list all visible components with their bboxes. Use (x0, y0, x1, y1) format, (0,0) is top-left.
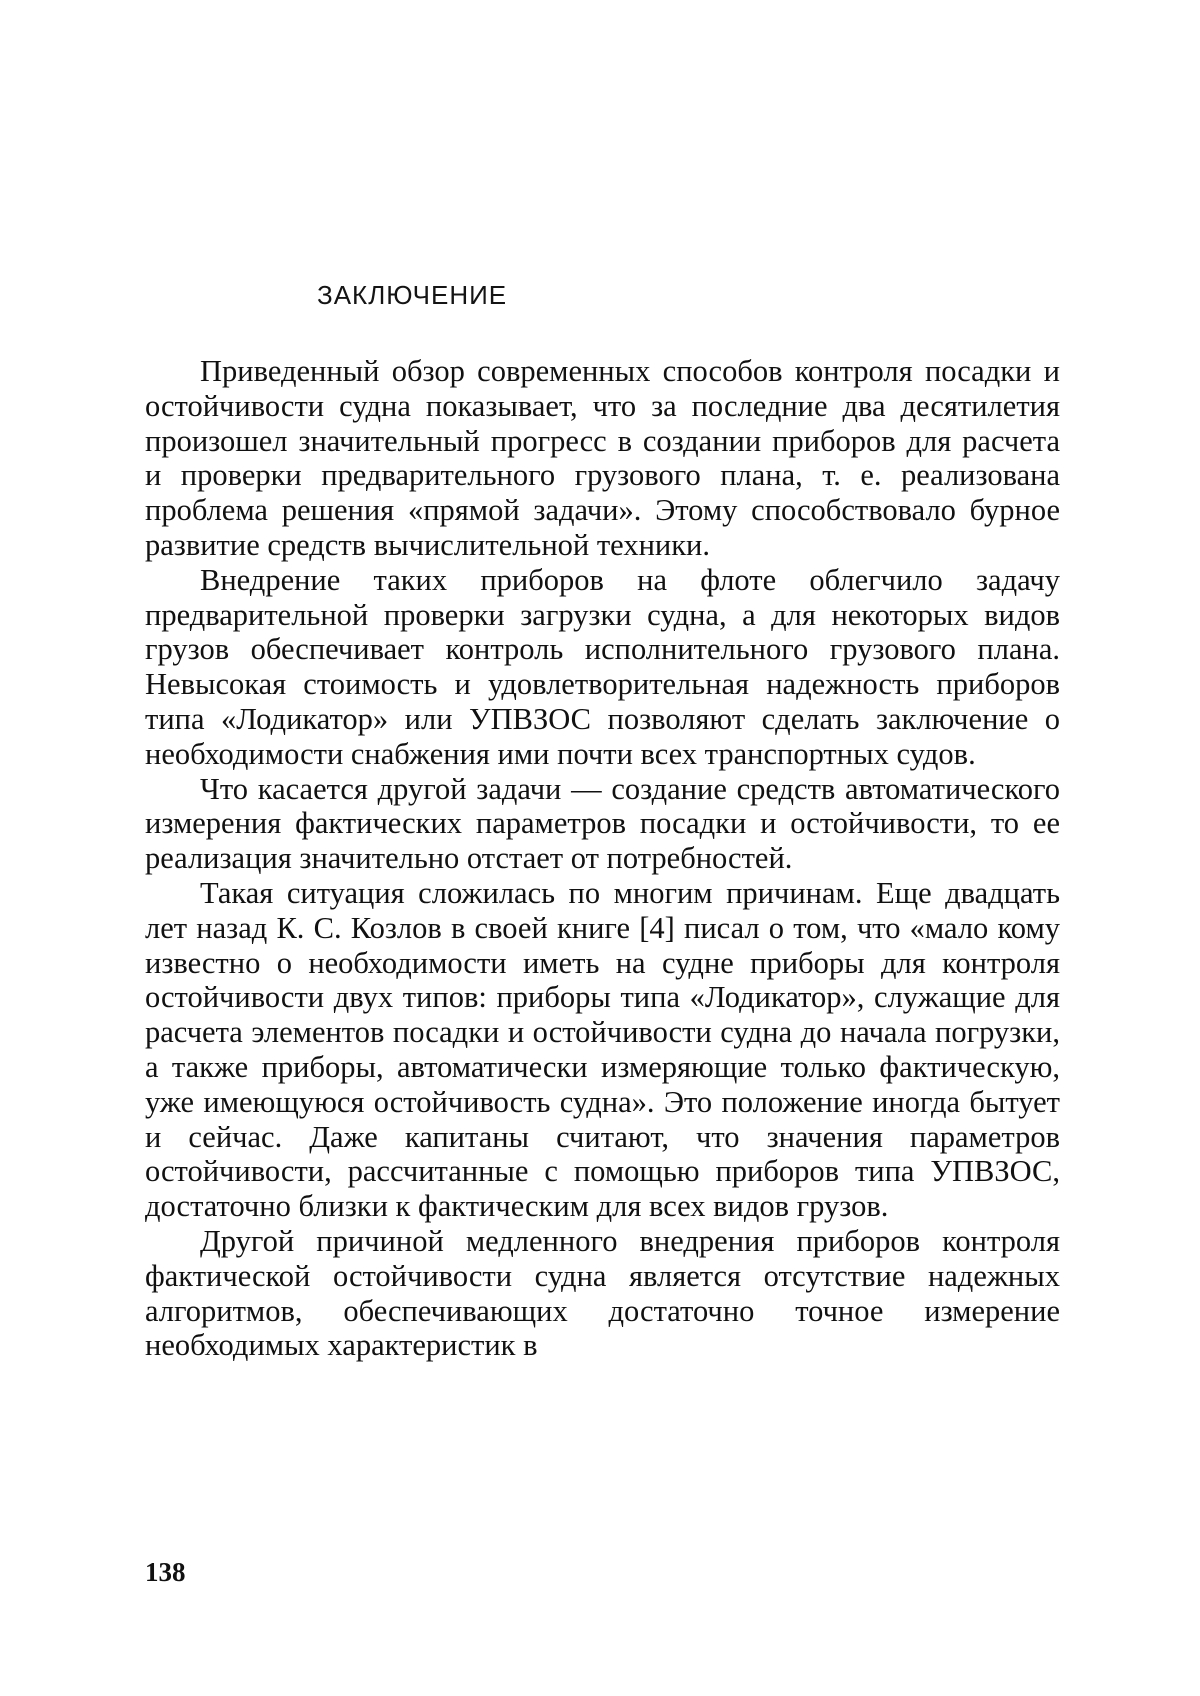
section-heading: ЗАКЛЮЧЕНИЕ (317, 280, 508, 310)
paragraph-1: Приведенный обзор современных способов контроля посадки и остойчивости судна показывает, что за последние два десятилетия произошел значительный прогресс в создании приборов для расчета и проверки предварительного грузового плана, т. е. реализована проблема решения «прямой задачи». Этому способствовало бурное развитие средств вычислительной техники. (145, 354, 1060, 562)
page-number: 138 (145, 1557, 186, 1587)
paragraph-3: Что касается другой задачи — создание средств автоматического измерения фактических параметров посадки и остойчивости, то ее реализация значительно отстает от потребностей. (145, 771, 1060, 876)
paragraph-4: Такая ситуация сложилась по многим причинам. Еще двадцать лет назад К. С. Козлов в своей книге [4] писал о том, что «мало кому известно о необходимости иметь на судне приборы для контроля остойчивости двух типов: приборы типа «Лодикатор», служащие для расчета элементов посадки и остойчивости судна до начала погрузки, а также приборы, автоматически измеряющие только фактическую, уже имеющуюся остойчивость судна». Это положение иногда бытует и сейчас. Даже капитаны считают, что значения параметров остойчивости, рассчитанные с помощью приборов типа УПВЗОС, достаточно близки к фактическим для всех видов грузов. (145, 875, 1060, 1224)
paragraph-2: Внедрение таких приборов на флоте облегчило задачу предварительной проверки загрузки судна, а для некоторых видов грузов обеспечивает контроль исполнительного грузового плана. Невысокая стоимость и удовлетворительная надежность приборов типа «Лодикатор» или УПВЗОС позволяют сделать заключение о необходимости снабжения ими почти всех транспортных судов. (145, 562, 1060, 771)
paragraph-5: Другой причиной медленного внедрения приборов контроля фактической остойчивости судна является отсутствие надежных алгоритмов, обеспечивающих достаточно точное измерение необходимых характеристик в (145, 1223, 1060, 1363)
body-text (145, 354, 1060, 1363)
